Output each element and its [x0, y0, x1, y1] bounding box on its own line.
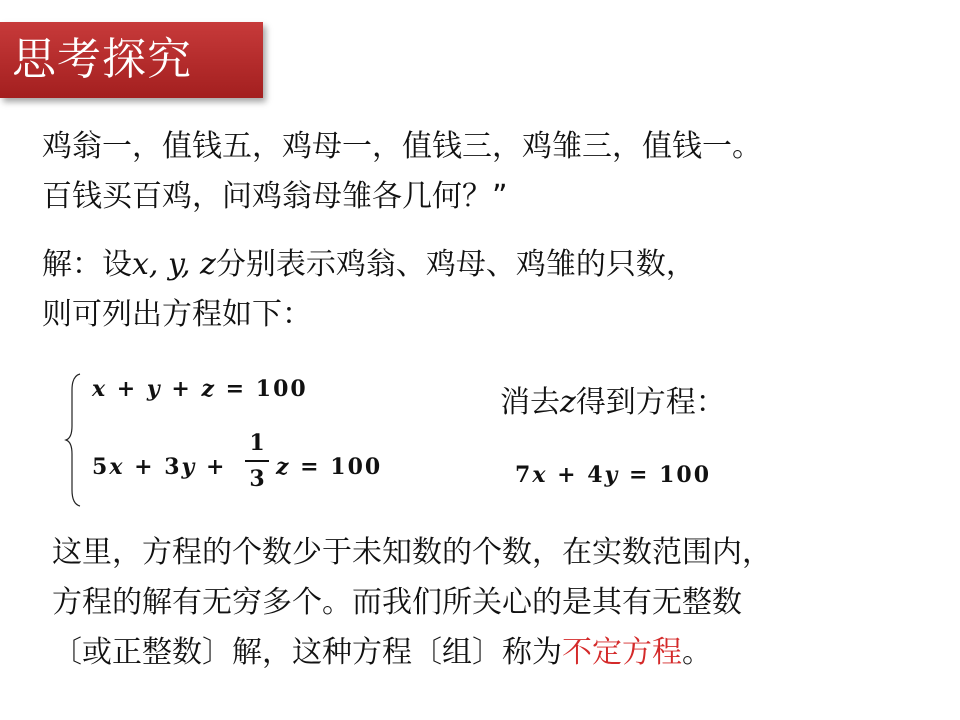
- problem-text: [42, 122, 762, 222]
- eq1-plus-1: +: [116, 376, 138, 402]
- sep-2: ,: [180, 247, 201, 282]
- solution-setup: [42, 240, 696, 340]
- eq1-x: x: [92, 376, 108, 402]
- term-highlight: 不定方程: [562, 635, 682, 670]
- eq2-plus-2: +: [206, 454, 227, 480]
- eq3-x: x: [532, 462, 548, 488]
- fraction-bar: [245, 460, 269, 462]
- solution-line-2: 则可列出方程如下：: [42, 297, 312, 332]
- eliminate-suffix: 得到方程：: [575, 385, 726, 420]
- eliminate-var: z: [560, 385, 576, 420]
- problem-line-2: 百钱买百鸡，问鸡翁母雏各几何？”: [42, 179, 508, 214]
- conclusion-suffix: 。: [682, 635, 712, 670]
- eq1-equals: =: [225, 376, 247, 402]
- fraction-numerator: 1: [249, 430, 265, 456]
- eq3-coef-x: 7: [515, 462, 533, 488]
- fraction-one-third: [245, 428, 269, 494]
- equation-3: [515, 462, 711, 488]
- eq2-coef-x: 5: [92, 454, 110, 480]
- solution-line-1: [42, 240, 696, 290]
- eq2-plus-1: +: [134, 454, 155, 480]
- equation-2-right: [276, 454, 382, 480]
- eq3-equals: =: [629, 462, 650, 488]
- var-x: x: [132, 247, 149, 282]
- eq2-rhs: 100: [330, 454, 383, 480]
- conclusion-prefix: 〔或正整数〕解，这种方程〔组〕称为: [52, 635, 562, 670]
- solution-suffix: 分别表示鸡翁、鸡母、鸡雏的只数，: [215, 247, 696, 282]
- sep-1: ,: [148, 247, 168, 282]
- slide-title: 思考探究: [0, 22, 263, 98]
- elimination-note: [500, 378, 726, 428]
- conclusion-line-3: [52, 628, 772, 678]
- eq3-rhs: 100: [659, 462, 712, 488]
- fraction-denominator: 3: [249, 466, 265, 492]
- eq3-y: y: [604, 462, 620, 488]
- solution-prefix: 解：设: [42, 247, 132, 282]
- problem-line-1: 鸡翁一，值钱五，鸡母一，值钱三，鸡雏三，值钱一。: [42, 129, 762, 164]
- var-z: z: [200, 247, 216, 282]
- conclusion-text: [52, 528, 772, 678]
- eq2-equals: =: [300, 454, 321, 480]
- equation-system-brace: [64, 370, 84, 510]
- equation-1: [92, 376, 308, 402]
- eliminate-prefix: 消去: [500, 385, 560, 420]
- eq2-x: x: [109, 454, 125, 480]
- eq3-coef-y: 4: [587, 462, 605, 488]
- eq2-coef-y: 3: [164, 454, 182, 480]
- var-y: y: [168, 247, 181, 282]
- conclusion-line-1: 这里，方程的个数少于未知数的个数，在实数范围内，: [52, 535, 772, 570]
- eq2-z: z: [276, 454, 291, 480]
- eq2-y: y: [181, 454, 197, 480]
- equation-2-left: [92, 454, 226, 480]
- eq3-plus: +: [557, 462, 578, 488]
- eq1-plus-2: +: [171, 376, 192, 402]
- eq1-y: y: [146, 376, 162, 402]
- conclusion-line-2: 方程的解有无穷多个。而我们所关心的是其有无整数: [52, 585, 742, 620]
- eq1-rhs: 100: [255, 376, 308, 402]
- eq1-z: z: [201, 376, 216, 402]
